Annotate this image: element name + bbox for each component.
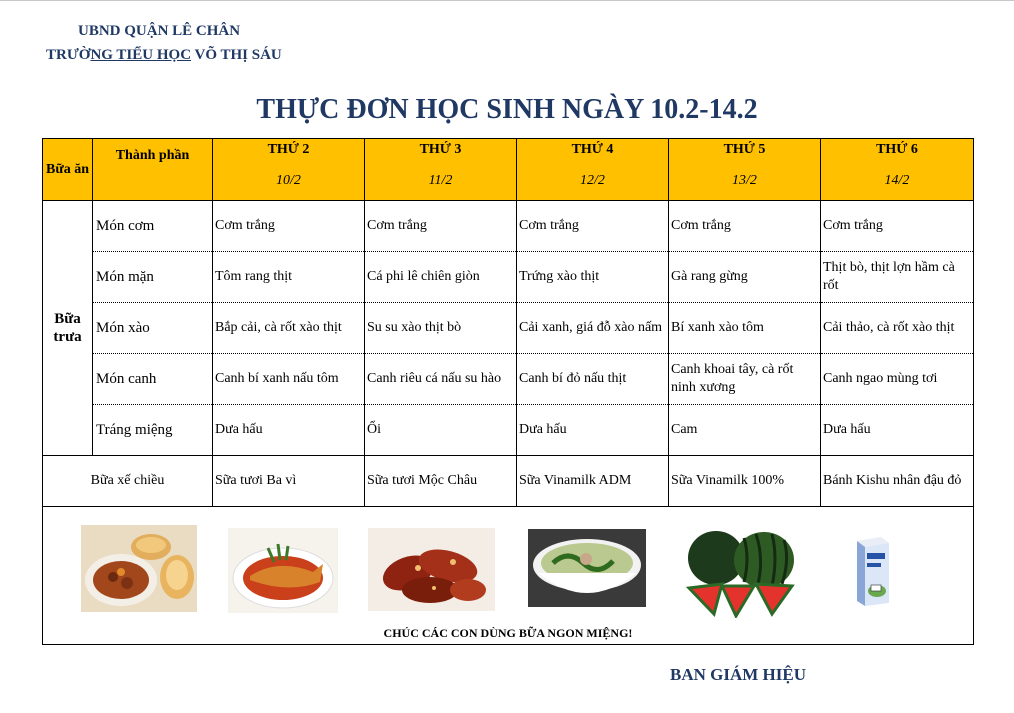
menu-cell: Cơm trắng [517, 201, 669, 252]
menu-cell: Sữa tươi Mộc Châu [365, 456, 517, 507]
menu-cell: Bắp cải, cà rốt xào thịt [213, 303, 365, 354]
table-row [43, 456, 974, 507]
snack-label: Bữa xế chiều [43, 456, 213, 507]
menu-cell: Cam [669, 405, 821, 456]
lunch-label: Bữa trưa [43, 201, 93, 456]
school-name-part-2: NG TIỂU HỌC [90, 47, 192, 63]
day-date: 11/2 [428, 173, 453, 188]
top-border-line [0, 0, 1014, 1]
closing-message: CHÚC CÁC CON DÙNG BỮA NGON MIỆNG! [383, 626, 633, 640]
menu-cell: Canh bí xanh nấu tôm [213, 354, 365, 405]
menu-cell: Canh ngao mùng tơi [821, 354, 974, 405]
dish-type-label: Món cơm [93, 201, 213, 252]
meal-column-header: Bữa ăn [43, 139, 93, 201]
menu-cell: Cơm trắng [821, 201, 974, 252]
day-label: THỨ 3 [419, 142, 462, 157]
district-name: UBND QUẬN LÊ CHÂN [78, 23, 241, 39]
table-row [43, 201, 974, 252]
glazed-chicken-wings-photo [368, 528, 495, 611]
menu-cell: Dưa hấu [213, 405, 365, 456]
day-column-header [669, 139, 821, 201]
day-date: 12/2 [580, 173, 605, 188]
menu-cell: Cải thảo, cà rốt xào thịt [821, 303, 974, 354]
table-row [43, 354, 974, 405]
milk-carton-photo [851, 533, 893, 610]
signature-label: BAN GIÁM HIỆU [670, 665, 807, 684]
green-vegetable-soup-photo [528, 529, 646, 607]
menu-cell: Ổi [365, 405, 517, 456]
table-row [43, 405, 974, 456]
menu-cell: Canh riêu cá nấu su hào [365, 354, 517, 405]
menu-cell: Sữa Vinamilk ADM [517, 456, 669, 507]
beef-stew-bread-photo [81, 525, 197, 612]
fried-fish-sauce-photo [228, 528, 338, 613]
page-title: THỰC ĐƠN HỌC SINH NGÀY 10.2-14.2 [256, 94, 758, 125]
day-column-header [365, 139, 517, 201]
menu-cell: Tôm rang thịt [213, 252, 365, 303]
photo-strip [43, 507, 974, 645]
dish-type-label: Tráng miệng [93, 405, 213, 456]
day-label: THỨ 6 [876, 142, 918, 157]
menu-table [42, 138, 974, 645]
day-date: 14/2 [884, 173, 910, 188]
dish-type-label: Món mặn [93, 252, 213, 303]
menu-cell: Canh khoai tây, cà rốt ninh xương [669, 354, 821, 405]
menu-cell: Cá phi lê chiên giòn [365, 252, 517, 303]
day-column-header [517, 139, 669, 201]
day-label: THỨ 4 [571, 142, 614, 157]
component-column-header: Thành phần [93, 139, 213, 201]
school-name-part-3: VÕ THỊ SÁU [191, 47, 282, 63]
school-name [46, 47, 282, 64]
table-row [43, 252, 974, 303]
menu-cell: Sữa tươi Ba vì [213, 456, 365, 507]
watermelon-photo [684, 526, 796, 618]
menu-cell: Trứng xào thịt [517, 252, 669, 303]
menu-cell: Bánh Kishu nhân đậu đỏ [821, 456, 974, 507]
menu-cell: Cải xanh, giá đỗ xào nấm [517, 303, 669, 354]
table-header-row [43, 139, 974, 201]
day-column-header [821, 139, 974, 201]
day-date: 10/2 [276, 173, 301, 188]
menu-cell: Su su xào thịt bò [365, 303, 517, 354]
day-label: THỨ 2 [267, 142, 310, 157]
menu-cell: Thịt bò, thịt lợn hầm cà rốt [821, 252, 974, 303]
menu-cell: Gà rang gừng [669, 252, 821, 303]
menu-cell: Cơm trắng [669, 201, 821, 252]
menu-cell: Sữa Vinamilk 100% [669, 456, 821, 507]
dish-type-label: Món xào [93, 303, 213, 354]
day-date: 13/2 [732, 173, 757, 188]
menu-cell: Dưa hấu [821, 405, 974, 456]
menu-cell: Cơm trắng [213, 201, 365, 252]
table-row [43, 303, 974, 354]
day-column-header [213, 139, 365, 201]
menu-cell: Cơm trắng [365, 201, 517, 252]
menu-cell: Dưa hấu [517, 405, 669, 456]
photo-row [43, 507, 974, 645]
menu-cell: Bí xanh xào tôm [669, 303, 821, 354]
dish-type-label: Món canh [93, 354, 213, 405]
menu-cell: Canh bí đỏ nấu thịt [517, 354, 669, 405]
school-name-part-1: TRƯỜ [46, 47, 91, 63]
day-label: THỨ 5 [723, 142, 766, 157]
